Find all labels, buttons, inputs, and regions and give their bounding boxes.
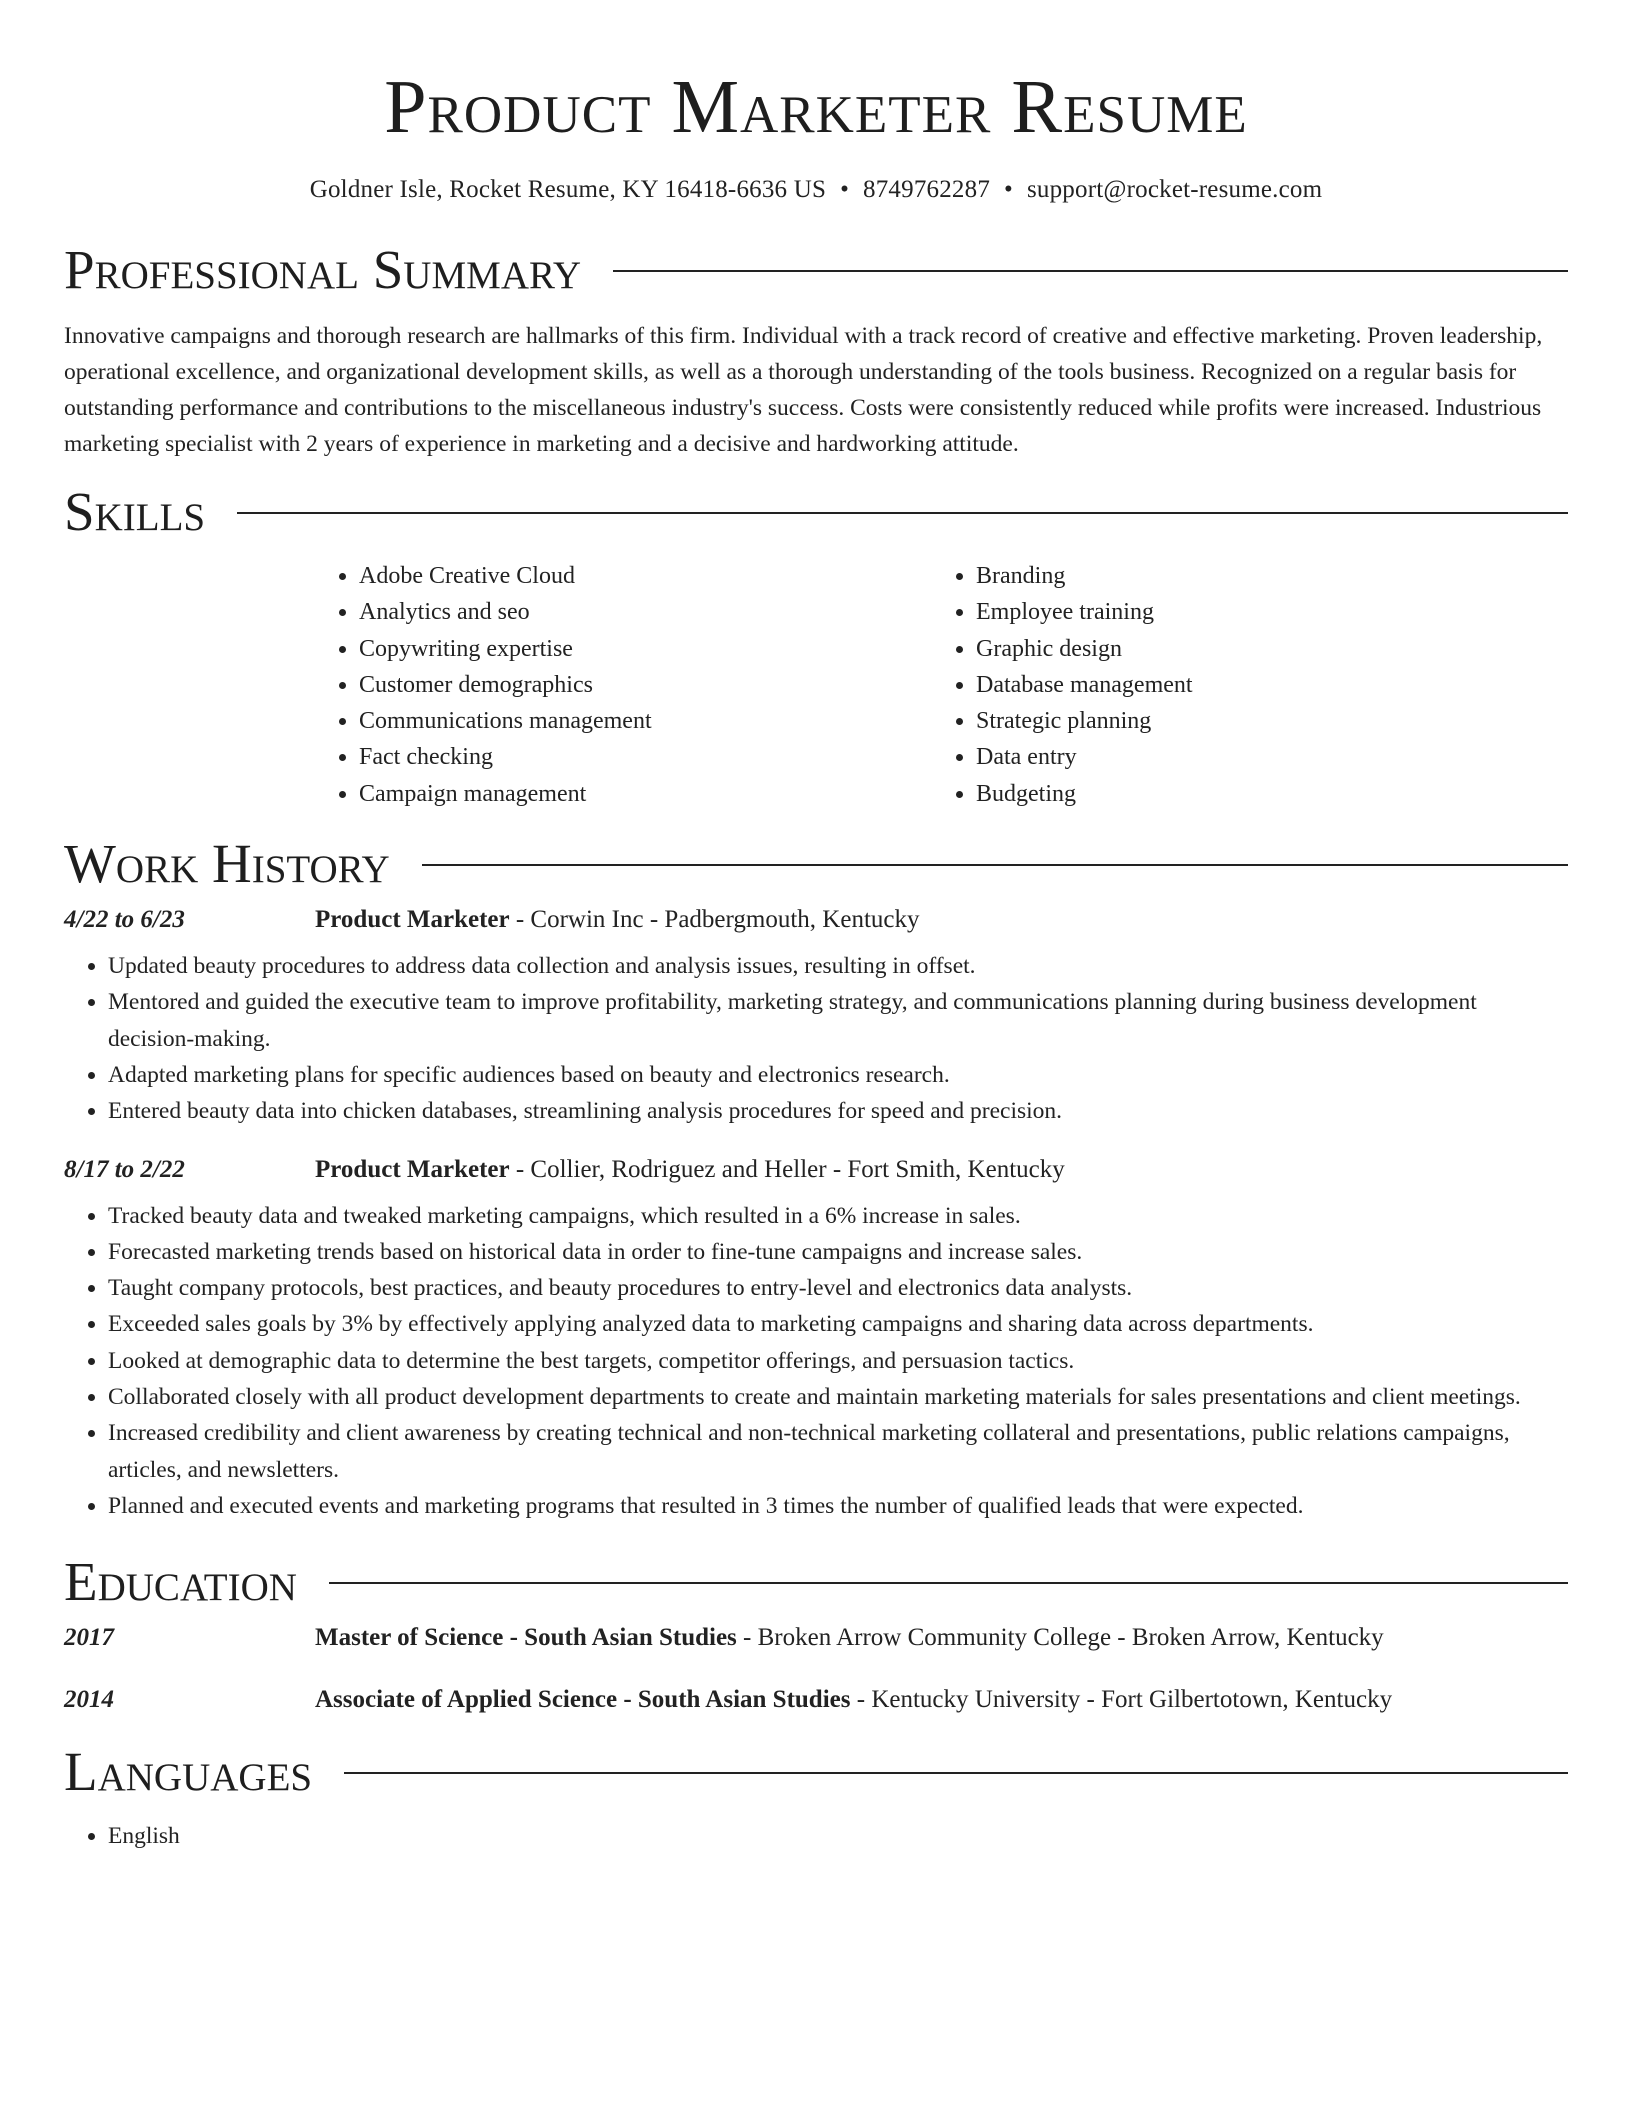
education-line [315, 1686, 1392, 1714]
skill-item: • Data entry [976, 739, 1193, 775]
job-bullet: • Collaborated closely with all product development departments to create and maintain marketing materials for sales presentations and client meetings. [108, 1379, 1568, 1415]
language-item: • English [108, 1818, 1568, 1854]
section-title: Education [64, 1551, 297, 1613]
section-rule [613, 270, 1568, 272]
section-rule [344, 1772, 1568, 1774]
job-bullet: • Taught company protocols, best practices, and beauty procedures to entry-level and electronics data analysts. [108, 1270, 1568, 1306]
languages-list [64, 1818, 1568, 1854]
skill-item: • Analytics and seo [359, 594, 932, 630]
job-bullet: • Adapted marketing plans for specific audiences based on beauty and electronics research. [108, 1057, 1568, 1093]
education-year: 2014 [64, 1686, 114, 1714]
skill-item: • Fact checking [359, 739, 932, 775]
work-heading [64, 832, 1568, 896]
job-bullet: • Tracked beauty data and tweaked marketing campaigns, which resulted in a 6% increase in sales. [108, 1198, 1568, 1234]
section-title: Languages [64, 1741, 313, 1803]
skills-heading [64, 480, 1568, 544]
job-bullet: • Mentored and guided the executive team to improve profitability, marketing strategy, and communications planning during business development decision-making. [108, 984, 1568, 1057]
job-bullet: • Forecasted marketing trends based on historical data in order to fine-tune campaigns and increase sales. [108, 1234, 1568, 1270]
education-year: 2017 [64, 1624, 114, 1652]
education-school: - Kentucky University - Fort Gilbertotown, Kentucky [850, 1686, 1393, 1714]
job-title-line [315, 906, 920, 934]
job-title-line [315, 1156, 1065, 1184]
contact-line [64, 173, 1568, 207]
job-title: Product Marketer [315, 1155, 510, 1183]
job-title: Product Marketer [315, 906, 510, 934]
skill-item: • Branding [976, 558, 1193, 594]
education-entry [64, 1686, 1568, 1714]
summary-heading [64, 238, 1568, 302]
skill-item: • Copywriting expertise [359, 631, 932, 667]
education-entry [64, 1624, 1568, 1652]
job-bullets [64, 948, 1568, 1129]
skill-item: • Strategic planning [976, 703, 1193, 739]
email-link[interactable]: support@rocket-resume.com [1026, 176, 1323, 203]
job-header [64, 906, 1568, 934]
job-entry [64, 1156, 1568, 1525]
job-bullet: • Planned and executed events and marketing programs that resulted in 3 times the number of qualified leads that were expected. [108, 1488, 1568, 1524]
job-entry [64, 906, 1568, 1129]
skills-column-1 [315, 558, 932, 812]
languages-heading [64, 1740, 1568, 1804]
section-rule [237, 512, 1568, 514]
skill-item: • Campaign management [359, 776, 932, 812]
section-title: Professional Summary [64, 239, 582, 300]
skill-item: • Graphic design [976, 631, 1193, 667]
education-degree: Master of Science - South Asian Studies [315, 1624, 737, 1652]
job-company: - Collier, Rodriguez and Heller - Fort Smith, Kentucky [509, 1155, 1065, 1183]
phone: 8749762287 [863, 176, 991, 203]
resume-page [64, 0, 1568, 1855]
job-company: - Corwin Inc - Padbergmouth, Kentucky [509, 906, 920, 934]
job-bullet: • Updated beauty procedures to address data collection and analysis issues, resulting in offset. [108, 948, 1568, 984]
education-line [315, 1624, 1384, 1652]
job-bullet: • Looked at demographic data to determine the best targets, competitor offerings, and persuasion tactics. [108, 1343, 1568, 1379]
skills-column-2 [932, 558, 1193, 812]
address: Goldner Isle, Rocket Resume, KY 16418-6636 US [309, 176, 827, 203]
skill-item: • Database management [976, 667, 1193, 703]
section-rule [422, 864, 1568, 866]
job-dates: 4/22 to 6/23 [64, 906, 185, 934]
job-bullet: • Entered beauty data into chicken databases, streamlining analysis procedures for speed and precision. [108, 1093, 1568, 1129]
separator: • [1004, 176, 1013, 203]
job-header [64, 1156, 1568, 1184]
section-rule [329, 1582, 1568, 1584]
skill-item: • Communications management [359, 703, 932, 739]
job-dates: 8/17 to 2/22 [64, 1155, 185, 1183]
section-title: Skills [64, 481, 206, 542]
skill-item: • Customer demographics [359, 667, 932, 703]
skill-item: • Employee training [976, 594, 1193, 630]
summary-text: Innovative campaigns and thorough research are hallmarks of this firm. Individual with a track record of creative and effective marketing. Proven leadership, operational excellence, and organizational development skills, as well as a thorough understanding of the tools business. Recognized on a regular basis for outstanding performance and contributions to the miscellaneous industry's success. Costs were consistently reduced while profits were increased. Industrious marketing specialist with 2 years of experience in marketing and a decisive and hardworking attitude. [64, 323, 1543, 457]
job-bullet: • Exceeded sales goals by 3% by effectively applying analyzed data to marketing campaigns and sharing data across departments. [108, 1306, 1568, 1342]
section-title: Work History [64, 833, 390, 895]
separator: • [840, 176, 850, 203]
resume-title: Product Marketer Resume [384, 65, 1248, 149]
job-bullet: • Increased credibility and client awareness by creating technical and non-technical marketing collateral and presentations, public relations campaigns, articles, and newsletters. [108, 1415, 1568, 1488]
education-heading [64, 1550, 1568, 1614]
skill-item: • Adobe Creative Cloud [359, 558, 932, 594]
education-school: - Broken Arrow Community College - Broken Arrow, Kentucky [736, 1624, 1384, 1652]
education-degree: Associate of Applied Science - South Asian Studies [315, 1686, 851, 1714]
skills-list [315, 558, 1568, 812]
skill-item: • Budgeting [976, 776, 1193, 812]
job-bullets [64, 1198, 1568, 1525]
